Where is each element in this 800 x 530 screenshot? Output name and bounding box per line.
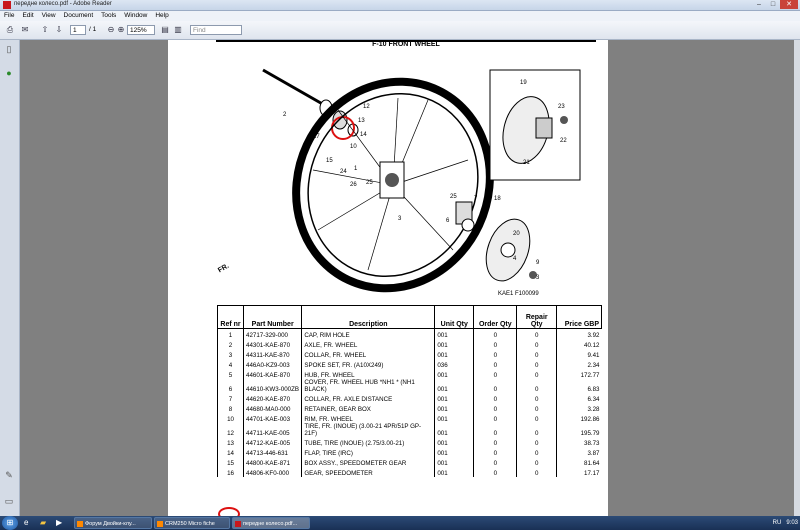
ref-cell: 8	[218, 403, 244, 413]
description-cell: RETAINER, GEAR BOX	[302, 403, 435, 413]
ref-cell: 13	[218, 437, 244, 447]
svg-text:23: 23	[558, 104, 565, 110]
svg-text:2: 2	[283, 112, 287, 118]
svg-text:3: 3	[536, 275, 540, 281]
col-order-qty: Order Qty	[474, 306, 517, 329]
fit-width-icon[interactable]: ▥	[174, 25, 182, 34]
ref-cell: 12	[218, 423, 244, 437]
order-qty-cell: 0	[474, 369, 517, 379]
table-row	[218, 467, 602, 477]
order-qty-cell: 0	[474, 329, 517, 340]
col-part-number: Part Number	[244, 306, 302, 329]
unit-qty-cell: 001	[435, 339, 474, 349]
description-cell: TUBE, TIRE (INOUE) (2.75/3.00-21)	[302, 437, 435, 447]
print-icon[interactable]: ⎙	[6, 25, 14, 34]
maximize-button[interactable]: □	[770, 1, 776, 8]
ref-cell: 1	[218, 329, 244, 340]
part-number-cell: 44601-KAE-870	[244, 369, 302, 379]
svg-text:9: 9	[536, 260, 540, 266]
ref-cell: 10	[218, 413, 244, 423]
menu-edit[interactable]: Edit	[22, 12, 34, 19]
ref-cell: 2	[218, 339, 244, 349]
repair-qty-cell: 0	[517, 349, 557, 359]
menu-bar	[0, 11, 800, 21]
media-icon[interactable]: ▶	[56, 518, 63, 527]
part-number-cell: 44806-KF0-000	[244, 467, 302, 477]
order-qty-cell: 0	[474, 447, 517, 457]
taskbar	[0, 516, 800, 530]
price-cell: 17.17	[557, 467, 602, 477]
system-tray	[773, 516, 798, 530]
price-cell: 6.83	[557, 379, 602, 393]
repair-qty-cell: 0	[517, 359, 557, 369]
svg-text:3: 3	[398, 216, 402, 222]
price-cell: 172.77	[557, 369, 602, 379]
clock[interactable]: 9:03	[786, 520, 798, 526]
price-cell: 9.41	[557, 349, 602, 359]
unit-qty-cell: 001	[435, 437, 474, 447]
highlight-circle-ref	[218, 507, 240, 516]
repair-qty-cell: 0	[517, 329, 557, 340]
parts-table	[217, 305, 602, 477]
description-cell: FLAP, TIRE (IRC)	[302, 447, 435, 457]
price-cell: 3.92	[557, 329, 602, 340]
ref-cell: 14	[218, 447, 244, 457]
svg-text:10: 10	[350, 144, 357, 150]
part-number-cell: 44711-KAE-005	[244, 423, 302, 437]
menu-tools[interactable]: Tools	[101, 12, 117, 19]
description-cell: COLLAR, FR. WHEEL	[302, 349, 435, 359]
repair-qty-cell: 0	[517, 369, 557, 379]
table-row	[218, 437, 602, 447]
svg-text:14: 14	[360, 132, 367, 138]
repair-qty-cell: 0	[517, 447, 557, 457]
svg-text:7: 7	[474, 196, 478, 202]
ref-cell: 4	[218, 359, 244, 369]
table-row	[218, 379, 602, 393]
table-row	[218, 403, 602, 413]
ref-cell: 7	[218, 393, 244, 403]
zoom-in-icon[interactable]: ⊕	[117, 25, 125, 34]
taskbar-item-microfiche[interactable]: CRM250 Micro fiche	[154, 517, 230, 529]
order-qty-cell: 0	[474, 457, 517, 467]
price-cell: 81.64	[557, 457, 602, 467]
unit-qty-cell: 001	[435, 423, 474, 437]
price-cell: 192.86	[557, 413, 602, 423]
ie-icon[interactable]: e	[24, 518, 29, 527]
description-cell: AXLE, FR. WHEEL	[302, 339, 435, 349]
part-number-cell: 446A0-KZ9-003	[244, 359, 302, 369]
order-qty-cell: 0	[474, 413, 517, 423]
unit-qty-cell: 001	[435, 369, 474, 379]
repair-qty-cell: 0	[517, 457, 557, 467]
svg-text:12: 12	[363, 104, 370, 110]
unit-qty-cell: 036	[435, 359, 474, 369]
order-qty-cell: 0	[474, 359, 517, 369]
table-row	[218, 349, 602, 359]
order-qty-cell: 0	[474, 339, 517, 349]
unit-qty-cell: 001	[435, 379, 474, 393]
page-total: / 1	[89, 26, 97, 33]
repair-qty-cell: 0	[517, 339, 557, 349]
ref-cell: 3	[218, 349, 244, 359]
part-number-cell: 44800-KAE-871	[244, 457, 302, 467]
col-unit-qty: Unit Qty	[435, 306, 474, 329]
diagram-code: KAE1 F100099	[498, 291, 539, 297]
order-qty-cell: 0	[474, 437, 517, 447]
description-cell: COLLAR, FR. AXLE DISTANCE	[302, 393, 435, 403]
price-cell: 195.79	[557, 423, 602, 437]
page-number-input[interactable]: 1	[70, 25, 86, 35]
svg-text:25: 25	[450, 194, 457, 200]
col-description: Description	[302, 306, 435, 329]
table-row	[218, 369, 602, 379]
ref-cell: 6	[218, 379, 244, 393]
unit-qty-cell: 001	[435, 329, 474, 340]
svg-text:6: 6	[446, 218, 450, 224]
svg-text:25: 25	[366, 180, 373, 186]
svg-text:1: 1	[354, 166, 358, 172]
description-cell: GEAR, SPEEDOMETER	[302, 467, 435, 477]
start-button[interactable]: ⊞	[2, 516, 18, 530]
unit-qty-cell: 001	[435, 457, 474, 467]
col-ref: Ref nr	[218, 306, 244, 329]
order-qty-cell: 0	[474, 379, 517, 393]
window-controls	[752, 0, 798, 10]
svg-text:24: 24	[340, 169, 347, 175]
taskbar-item-pdf[interactable]: передне колесо.pdf...	[232, 517, 310, 529]
minimize-button[interactable]: –	[757, 1, 761, 8]
unit-qty-cell: 001	[435, 467, 474, 477]
repair-qty-cell: 0	[517, 423, 557, 437]
part-number-cell: 44712-KAE-005	[244, 437, 302, 447]
ref-cell: 5	[218, 369, 244, 379]
collapse-panel-icon[interactable]: ▭	[4, 496, 14, 506]
taskbar-item-forum[interactable]: Форум Двойки-клу...	[74, 517, 152, 529]
unit-qty-cell: 001	[435, 403, 474, 413]
price-cell: 38.73	[557, 437, 602, 447]
price-cell: 40.12	[557, 339, 602, 349]
front-direction-label: FR.	[217, 262, 231, 275]
fit-page-icon[interactable]: ▤	[161, 25, 169, 34]
table-row	[218, 339, 602, 349]
comments-icon[interactable]: ✎	[5, 470, 13, 480]
repair-qty-cell: 0	[517, 413, 557, 423]
previous-page-icon[interactable]: ⇧	[41, 25, 49, 34]
pdf-page	[168, 40, 608, 516]
part-number-cell: 44311-KAE-870	[244, 349, 302, 359]
page-header	[216, 40, 596, 48]
description-cell: SPOKE SET, FR. (A10X249)	[302, 359, 435, 369]
price-cell: 3.28	[557, 403, 602, 413]
svg-text:17: 17	[313, 134, 320, 140]
menu-view[interactable]: View	[41, 12, 56, 19]
table-row	[218, 413, 602, 423]
part-number-cell: 44680-MA0-000	[244, 403, 302, 413]
table-row	[218, 457, 602, 467]
svg-text:26: 26	[350, 182, 357, 188]
description-cell: HUB, FR. WHEEL	[302, 369, 435, 379]
pages-panel-icon[interactable]: ▯	[6, 44, 12, 54]
part-number-cell: 44620-KAE-870	[244, 393, 302, 403]
vertical-scrollbar[interactable]	[794, 40, 800, 516]
adobe-reader-icon	[3, 1, 11, 9]
repair-qty-cell: 0	[517, 393, 557, 403]
repair-qty-cell: 0	[517, 403, 557, 413]
table-row	[218, 329, 602, 340]
repair-qty-cell: 0	[517, 467, 557, 477]
window-title: передне колесо.pdf - Adobe Reader	[14, 1, 112, 7]
zoom-out-icon[interactable]: ⊖	[107, 25, 115, 34]
attachments-icon[interactable]: ●	[6, 68, 12, 78]
part-number-cell: 42717-329-000	[244, 329, 302, 340]
table-row	[218, 393, 602, 403]
part-number-cell: 44301-KAE-870	[244, 339, 302, 349]
col-price: Price GBP	[557, 306, 602, 329]
menu-file[interactable]: File	[4, 12, 15, 19]
navigation-sidebar	[0, 40, 20, 516]
order-qty-cell: 0	[474, 467, 517, 477]
order-qty-cell: 0	[474, 403, 517, 413]
part-number-cell: 44701-KAE-003	[244, 413, 302, 423]
unit-qty-cell: 001	[435, 413, 474, 423]
price-cell: 3.87	[557, 447, 602, 457]
menu-window[interactable]: Window	[124, 12, 148, 19]
table-header-row	[218, 306, 602, 329]
svg-text:15: 15	[326, 158, 333, 164]
repair-qty-cell: 0	[517, 437, 557, 447]
order-qty-cell: 0	[474, 393, 517, 403]
section-title: F-10 FRONT WHEEL	[372, 41, 440, 48]
price-cell: 6.34	[557, 393, 602, 403]
svg-text:19: 19	[520, 80, 527, 86]
svg-text:13: 13	[358, 118, 365, 124]
close-button[interactable]: ✕	[780, 0, 798, 9]
parts-table-body	[218, 329, 602, 478]
ref-cell: 15	[218, 457, 244, 467]
toolbar	[0, 21, 800, 40]
exploded-diagram	[168, 50, 608, 300]
window-titlebar[interactable]	[0, 0, 800, 11]
price-cell: 2.34	[557, 359, 602, 369]
menu-document[interactable]: Document	[63, 12, 94, 19]
zoom-select[interactable]: 125%	[127, 25, 155, 35]
email-icon[interactable]: ✉	[21, 25, 29, 34]
svg-text:18: 18	[494, 196, 501, 202]
part-number-cell: 44713-446-631	[244, 447, 302, 457]
unit-qty-cell: 001	[435, 393, 474, 403]
description-cell: BOX ASSY., SPEEDOMETER GEAR	[302, 457, 435, 467]
order-qty-cell: 0	[474, 423, 517, 437]
find-input[interactable]: Find	[190, 25, 242, 35]
description-cell: COVER, FR. WHEEL HUB *NH1 * (NH1 BLACK)	[302, 379, 435, 393]
svg-text:4: 4	[513, 256, 517, 262]
menu-help[interactable]: Help	[155, 12, 169, 19]
svg-text:22: 22	[560, 138, 567, 144]
svg-text:20: 20	[513, 231, 520, 237]
col-repair-qty: Repair Qty	[517, 306, 557, 329]
part-number-cell: 44610-KW3-000ZB	[244, 379, 302, 393]
svg-text:21: 21	[523, 160, 530, 166]
unit-qty-cell: 001	[435, 447, 474, 457]
order-qty-cell: 0	[474, 349, 517, 359]
description-cell: TIRE, FR. (INOUE) (3.00-21 4PR/51P GP-21F)	[302, 423, 435, 437]
next-page-icon[interactable]: ⇩	[55, 25, 63, 34]
folder-icon[interactable]: ▰	[40, 518, 47, 527]
language-indicator[interactable]: RU	[772, 520, 782, 526]
table-row	[218, 423, 602, 437]
ref-cell: 16	[218, 467, 244, 477]
unit-qty-cell: 001	[435, 349, 474, 359]
description-cell: RIM, FR. WHEEL	[302, 413, 435, 423]
description-cell: CAP, RIM HOLE	[302, 329, 435, 340]
table-row	[218, 447, 602, 457]
repair-qty-cell: 0	[517, 379, 557, 393]
table-row	[218, 359, 602, 369]
